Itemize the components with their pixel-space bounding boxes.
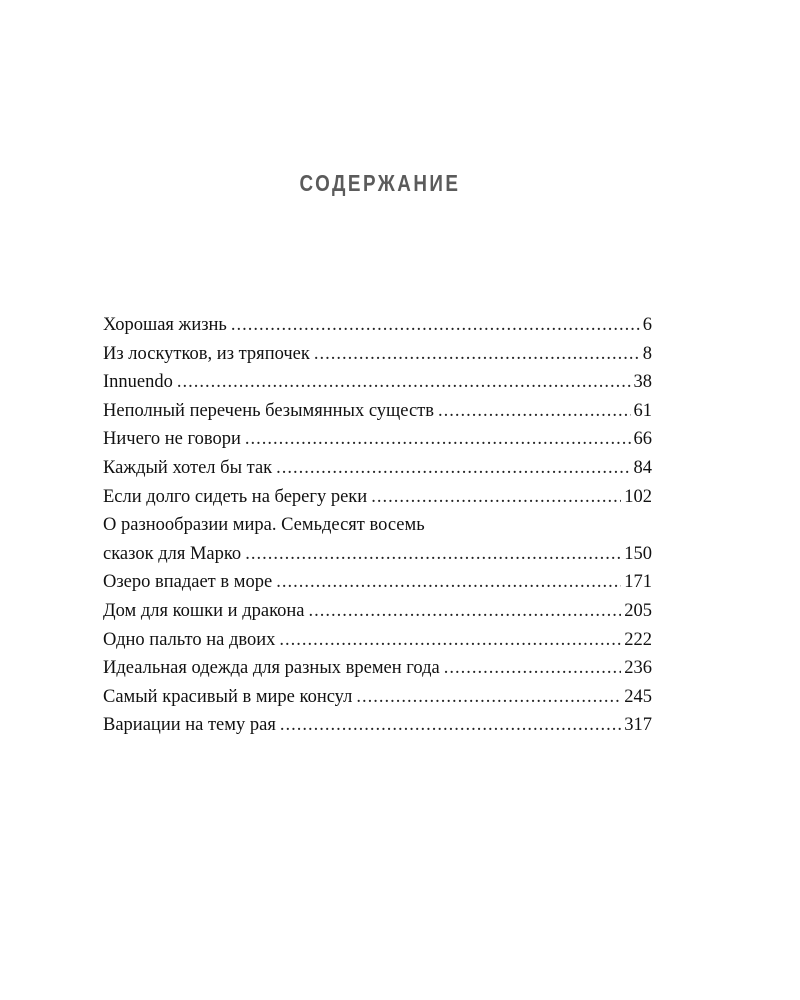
toc-entry-title: Если долго сидеть на берегу реки (103, 486, 368, 507)
dot-leader (309, 597, 622, 626)
toc-entry-page: 150 (624, 543, 652, 564)
toc-entry[interactable] (103, 597, 652, 626)
toc-entry-page: 8 (642, 343, 652, 364)
dot-leader (444, 654, 622, 683)
toc-entry-line (103, 626, 652, 655)
toc-entry-page: 6 (642, 315, 652, 335)
toc-entry-line (103, 540, 652, 569)
toc-entry-line (103, 397, 652, 426)
toc-entry-page: 66 (633, 429, 652, 450)
toc-entry-line (103, 311, 652, 340)
dot-leader (314, 340, 640, 369)
toc-entry-line (103, 568, 652, 597)
toc-entry-title: сказок для Марко (103, 543, 242, 564)
toc-entry-page: 317 (624, 715, 652, 736)
toc-entry[interactable] (103, 483, 652, 512)
toc-entry[interactable] (103, 626, 652, 655)
toc-entry-page: 84 (633, 457, 652, 478)
toc-entry-line (103, 597, 652, 626)
toc-entry-title: Одно пальто на двоих (103, 629, 276, 650)
dot-leader (356, 683, 621, 712)
toc-entry[interactable] (103, 340, 652, 369)
toc-entry[interactable] (103, 397, 652, 426)
dot-leader (438, 397, 631, 426)
toc-entry-page: 245 (624, 686, 652, 707)
toc-entry-line (103, 454, 652, 483)
dot-leader (245, 425, 631, 454)
table-of-contents (103, 311, 652, 740)
dot-leader (279, 626, 621, 655)
toc-entry-title: Из лоскутков, из тряпочек (103, 343, 310, 364)
toc-entry-title: Дом для кошки и дракона (103, 600, 305, 621)
toc-entry[interactable] (103, 568, 652, 597)
toc-entry-title: Хорошая жизнь (103, 315, 227, 335)
toc-entry-title: Каждый хотел бы так (103, 457, 273, 478)
toc-entry-line (103, 483, 652, 512)
dot-leader (371, 483, 621, 512)
toc-entry-title: Самый красивый в мире консул (103, 686, 353, 707)
toc-entry-page: 61 (633, 400, 652, 421)
toc-entry-title-line: О разнообразии мира. Семьдесят восемь (103, 515, 425, 536)
toc-entry-title: Неполный перечень безымянных существ (103, 400, 434, 421)
toc-entry[interactable] (103, 683, 652, 712)
toc-entry-title: Идеальная одежда для разных времен года (103, 658, 440, 679)
toc-entry-line (103, 368, 652, 397)
toc-entry-page: 205 (624, 600, 652, 621)
toc-entry[interactable] (103, 454, 652, 483)
toc-entry[interactable] (103, 511, 652, 568)
page-title: СОДЕРЖАНИЕ (299, 170, 461, 196)
dot-leader (276, 454, 630, 483)
toc-entry-page: 38 (633, 372, 652, 393)
toc-entry-line (103, 340, 652, 369)
toc-entry-page: 102 (624, 486, 652, 507)
dot-leader (276, 568, 621, 597)
toc-entry[interactable] (103, 425, 652, 454)
toc-entry-line (103, 711, 652, 740)
toc-entry-title: Innuendo (103, 372, 173, 393)
toc-entry[interactable] (103, 368, 652, 397)
toc-entry[interactable] (103, 711, 652, 740)
toc-entry-title: Ничего не говори (103, 429, 241, 450)
dot-leader (177, 368, 631, 397)
toc-entry-title: Вариации на тему рая (103, 715, 276, 736)
dot-leader (280, 711, 621, 740)
toc-entry[interactable] (103, 311, 652, 340)
toc-entry-line (103, 654, 652, 683)
toc-entry-line (103, 683, 652, 712)
toc-entry-page: 222 (624, 629, 652, 650)
dot-leader (245, 540, 621, 569)
dot-leader (231, 311, 640, 340)
toc-entry-line (103, 425, 652, 454)
toc-entry-page: 236 (624, 658, 652, 679)
toc-entry[interactable] (103, 654, 652, 683)
toc-entry-title: Озеро впадает в море (103, 572, 273, 593)
toc-entry-page: 171 (624, 572, 652, 593)
